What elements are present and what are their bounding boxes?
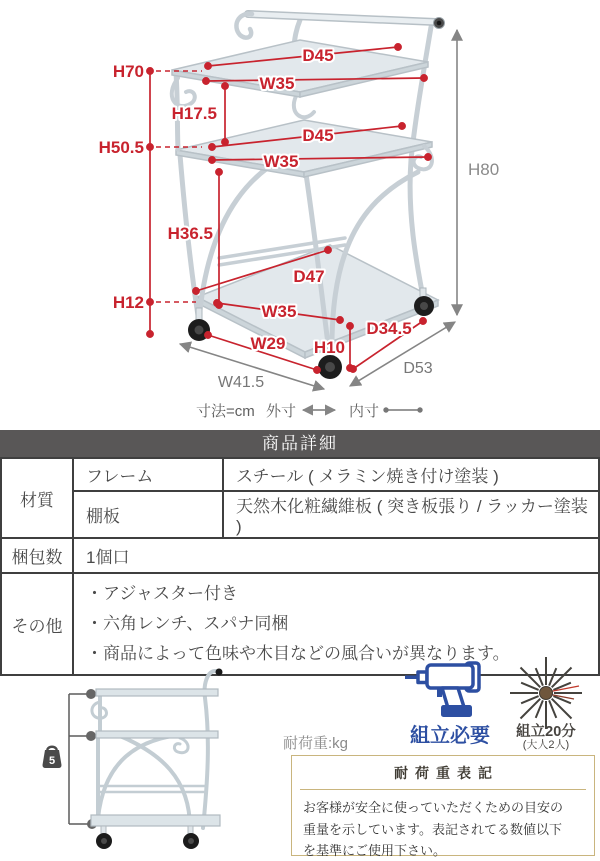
spec-frame-label: フレーム (73, 458, 223, 491)
dim-h17-5: H17.5 (171, 104, 217, 123)
dim-h36-5: H36.5 (167, 224, 213, 243)
spec-shelf-label: 棚板 (73, 491, 223, 538)
dim-h12: H12 (112, 293, 144, 312)
legend-outer: 外寸 (266, 403, 297, 420)
load-capacity-note: 耐荷重:kg (283, 735, 349, 752)
detail-header-title: 商品詳細 (262, 434, 338, 453)
drill-icon (404, 660, 496, 720)
dim-w35-bottom: W35 (261, 302, 297, 321)
dim-d53: D53 (403, 360, 433, 377)
spec-table (0, 457, 600, 676)
load-capacity-box (291, 755, 595, 856)
legend-inner: 内寸 (349, 403, 380, 420)
diagram-legend (196, 403, 423, 420)
spec-package-value: 1個口 (73, 538, 599, 573)
dim-h50-5: H50.5 (98, 138, 144, 157)
spec-package-label: 梱包数 (1, 538, 73, 573)
assembly-required-label: 組立必要 (410, 725, 490, 747)
dim-d34-5: D34.5 (366, 319, 412, 338)
dim-d45-top: D45 (302, 46, 334, 65)
shelf-dot (86, 731, 96, 741)
side-cart-frame (91, 669, 223, 850)
other-item: ・六角レンチ、スパナ同梱 (86, 614, 289, 633)
capacity-box-title: 耐荷重表記 (394, 765, 499, 781)
assembly-time-label: 組立20分 (516, 724, 576, 740)
spec-material-label: 材質 (1, 458, 73, 538)
load-value: 5 (48, 755, 56, 767)
legend-unit: 寸法=cm (196, 403, 255, 420)
dim-h10: H10 (313, 338, 345, 357)
product-detail-header (0, 430, 600, 457)
load-bracket (69, 694, 92, 824)
dim-w41-5: W41.5 (217, 374, 265, 391)
assembly-people-label: (大人2人) (522, 739, 570, 751)
dim-d47: D47 (293, 267, 325, 286)
spec-shelf-value: 天然木化粧繊維板 ( 突き板張り / ラッカー塗装 ) (223, 491, 599, 538)
shelf-dot (86, 689, 96, 699)
spec-other-label: その他 (1, 573, 73, 675)
capacity-line: お客様が安全に使っていただくための目安の (303, 800, 564, 815)
capacity-box-body (292, 790, 594, 861)
dimension-diagram (0, 0, 600, 430)
dim-h70: H70 (112, 62, 144, 81)
capacity-line: を基準にご使用下さい。 (303, 843, 447, 858)
dim-h80: H80 (468, 160, 500, 179)
capacity-line: 重量を示しています。表記されてる数値以下 (303, 821, 562, 837)
dim-w29: W29 (250, 334, 286, 353)
dim-w35-mid: W35 (263, 152, 299, 171)
dim-w35-top: W35 (259, 74, 295, 93)
weight-icon (43, 747, 62, 768)
other-item: ・アジャスター付き (86, 584, 238, 603)
dim-d45-mid: D45 (302, 126, 334, 145)
cart-side-view (40, 658, 240, 858)
other-item: ・商品によって色味や木目などの風合いが異なります。 (86, 644, 510, 663)
spec-frame-value: スチール ( メラミン焼き付け塗装 ) (223, 458, 599, 491)
